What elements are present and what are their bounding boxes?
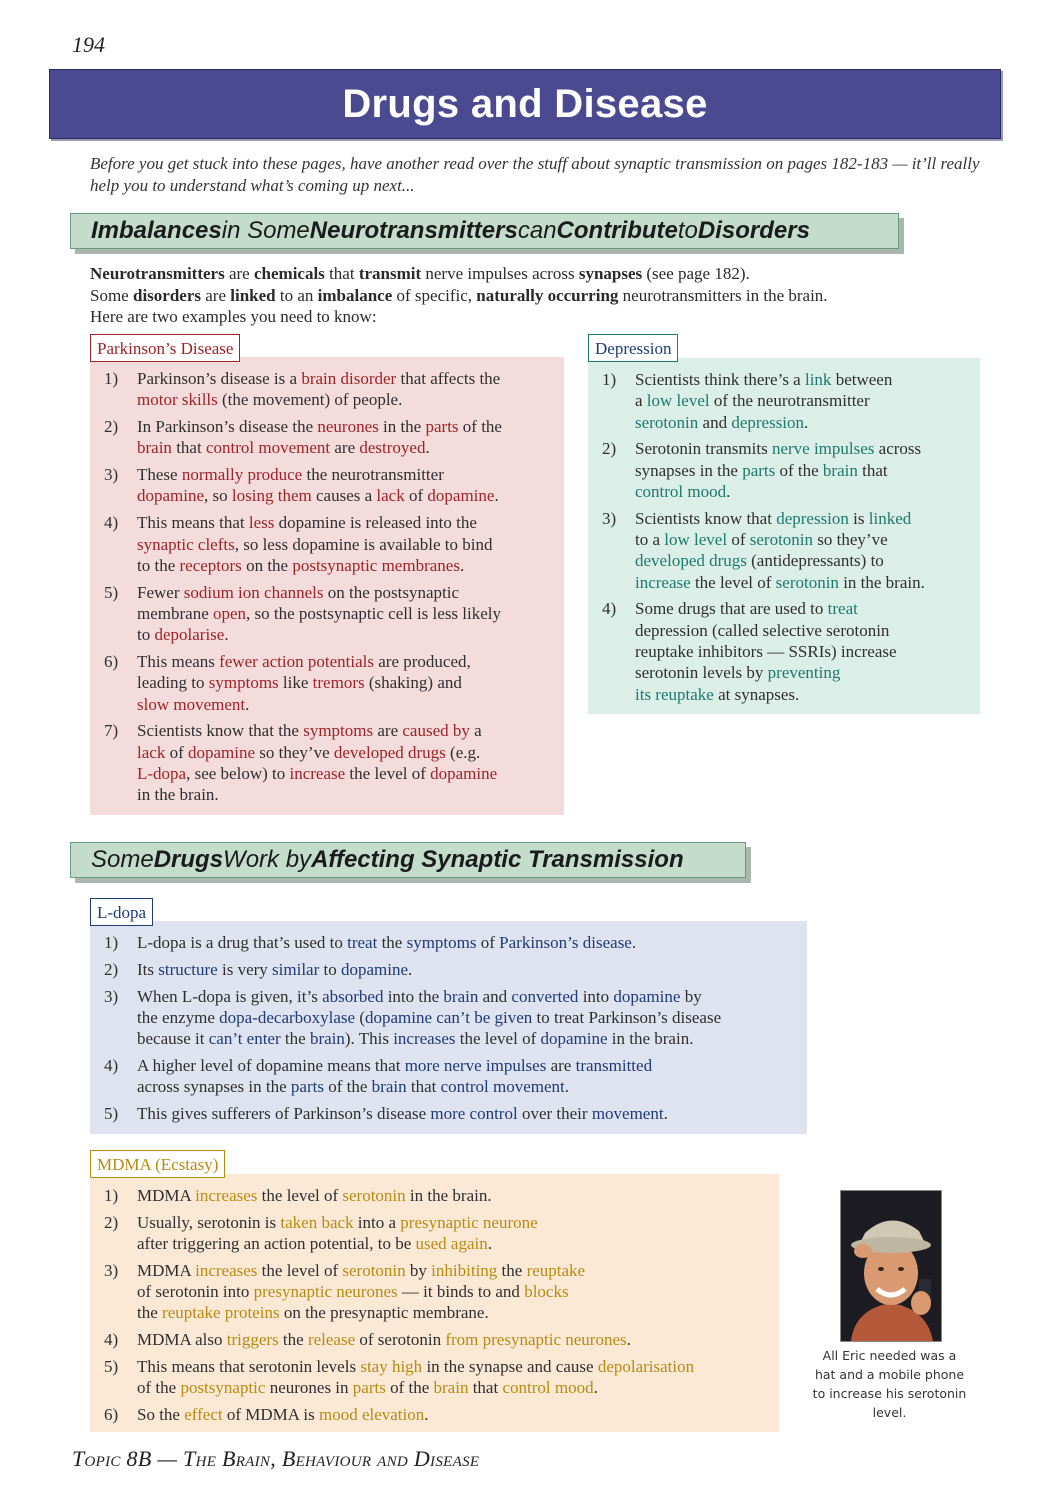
key-term: depression xyxy=(731,412,805,432)
item-text: Some drugs that are used to treat depression (called selective serotonin reuptake inhibitors — SSRIs) increase serotonin levels by preventing its reuptake at synapses. xyxy=(635,599,897,704)
key-term: control mood xyxy=(502,1378,594,1398)
key-term: taken back xyxy=(280,1212,354,1232)
key-term: link xyxy=(804,370,832,389)
key-term: Parkinson’s disease xyxy=(499,933,632,952)
item-text: Usually, serotonin is taken back into a presynaptic neurone after triggering an action potential, to be used again. xyxy=(137,1212,538,1254)
list-item xyxy=(90,651,564,715)
key-term: nerve impulses xyxy=(771,439,875,459)
key-term: Disorders xyxy=(697,217,810,244)
item-text: This means that serotonin levels stay high in the synapse and cause depolarisation of the postsynaptic neurones in parts of the brain that control mood. xyxy=(137,1357,695,1398)
item-text: This means fewer action potentials are produced, leading to symptoms like tremors (shaking) and slow movement. xyxy=(137,652,471,714)
depression-box xyxy=(588,358,980,714)
item-number: 1) xyxy=(104,1186,119,1205)
key-term: lack xyxy=(137,742,166,762)
title-banner xyxy=(49,69,1001,139)
key-term: depolarise xyxy=(154,625,225,645)
list-item xyxy=(90,1103,807,1124)
item-number: 4) xyxy=(602,599,617,619)
key-term: movement xyxy=(591,1104,664,1124)
key-term: brain xyxy=(371,1077,407,1097)
item-number: 2) xyxy=(602,439,617,459)
key-term: presynaptic neurones xyxy=(253,1282,398,1302)
parkinsons-label: Parkinson’s Disease xyxy=(90,334,240,362)
list-item xyxy=(90,1185,779,1206)
item-number: 5) xyxy=(104,582,119,602)
key-term: increases xyxy=(195,1260,258,1280)
key-term: similar xyxy=(272,959,320,979)
key-term: Imbalances xyxy=(91,217,222,244)
key-term: from presynaptic neurones xyxy=(445,1330,627,1350)
key-term: blocks xyxy=(524,1282,569,1302)
key-term: stay high xyxy=(360,1357,423,1377)
section-heading-drugs: Some Drugs Work by Affecting Synaptic Transmission xyxy=(70,842,746,878)
intro-text: Before you get stuck into these pages, have another read over the stuff about synaptic transmission on pages 182-183 — it’ll really help you to understand what’s coming up next... xyxy=(90,154,980,195)
page-title: Drugs and Disease xyxy=(342,81,708,126)
item-number: 5) xyxy=(104,1104,119,1124)
mdma-label: MDMA (Ecstasy) xyxy=(90,1150,225,1178)
key-term: parts xyxy=(742,460,776,480)
key-term: motor skills xyxy=(137,390,218,410)
key-term: normally produce xyxy=(181,465,303,485)
mdma-box xyxy=(90,1174,779,1432)
ldopa-box xyxy=(90,921,807,1134)
key-term: depression xyxy=(776,508,849,528)
mdma-list xyxy=(90,1185,779,1425)
list-item xyxy=(90,720,564,805)
key-term: developed drugs xyxy=(635,551,747,571)
key-term: receptors xyxy=(179,555,242,575)
key-term: reuptake xyxy=(526,1260,586,1280)
item-text: Scientists know that the symptoms are caused by a lack of dopamine so they’ve developed drugs (e.g. L-dopa, see below) to increase the level of dopamine in the brain. xyxy=(137,721,498,805)
page-footer: Topic 8B — The Brain, Behaviour and Disease xyxy=(72,1446,480,1471)
parkinsons-list xyxy=(90,368,564,806)
key-term: treat xyxy=(347,933,378,952)
key-term: more nerve impulses xyxy=(404,1055,547,1075)
list-item xyxy=(588,598,980,704)
item-number: 3) xyxy=(602,508,617,528)
key-term: synapses xyxy=(578,264,643,283)
key-term: dopamine xyxy=(340,959,409,979)
key-term: brain xyxy=(822,460,858,480)
key-term: dopa-decarboxylase xyxy=(219,1007,356,1027)
item-text: MDMA increases the level of serotonin by inhibiting the reuptake of serotonin into presynaptic neurones — it binds to and blocks the reuptake proteins on the presynaptic membrane. xyxy=(137,1260,586,1323)
key-term: can’t enter xyxy=(208,1029,281,1049)
item-text: MDMA increases the level of serotonin in the brain. xyxy=(137,1186,492,1205)
list-item xyxy=(90,1329,779,1350)
section-heading-imbalances: Imbalances in Some Neurotransmitters can Contribute to Disorders xyxy=(70,213,899,249)
item-text: Its structure is very similar to dopamine. xyxy=(137,959,413,979)
key-term: used again xyxy=(415,1234,488,1254)
key-term: treat xyxy=(827,599,858,619)
key-term: more control xyxy=(430,1104,518,1124)
key-term: fewer action potentials xyxy=(219,652,374,672)
key-term: its reuptake xyxy=(635,684,714,704)
parkinsons-box xyxy=(90,357,564,815)
item-text: This gives sufferers of Parkinson’s disease more control over their movement. xyxy=(137,1104,668,1124)
key-term: presynaptic neurone xyxy=(400,1212,538,1232)
item-text: These normally produce the neurotransmitter dopamine, so losing them causes a lack of dopamine. xyxy=(137,465,499,506)
key-term: control movement xyxy=(205,438,331,458)
item-number: 1) xyxy=(104,369,119,388)
photo-caption: All Eric needed was a hat and a mobile phone to increase his serotonin level. xyxy=(812,1348,967,1420)
item-number: 2) xyxy=(104,417,119,437)
list-item xyxy=(90,932,807,953)
key-term: serotonin xyxy=(749,530,814,550)
key-term: low level xyxy=(664,530,728,550)
key-term: effect xyxy=(184,1405,223,1425)
key-term: postsynaptic membranes xyxy=(292,555,460,575)
key-term: serotonin xyxy=(635,412,699,432)
list-item xyxy=(90,368,564,411)
list-item xyxy=(90,512,564,576)
key-term: brain xyxy=(309,1029,345,1049)
key-term: open xyxy=(213,603,247,623)
key-term: dopamine xyxy=(540,1029,608,1049)
list-item xyxy=(90,1055,807,1098)
key-term: brain xyxy=(443,986,479,1006)
list-item xyxy=(90,464,564,507)
key-term: sodium ion channels xyxy=(183,582,324,602)
item-number: 7) xyxy=(104,721,119,741)
page-number: 194 xyxy=(72,32,105,57)
item-number: 5) xyxy=(104,1357,119,1377)
list-item xyxy=(90,1212,779,1255)
key-term: reuptake proteins xyxy=(162,1303,280,1323)
item-number: 1) xyxy=(602,370,617,389)
key-term: symptoms xyxy=(208,673,279,693)
key-term: disorders xyxy=(132,285,201,305)
key-term: increase xyxy=(635,572,691,592)
key-term: transmitted xyxy=(575,1055,653,1075)
item-number: 3) xyxy=(104,1260,119,1280)
item-number: 6) xyxy=(104,1405,119,1425)
key-term: Contribute xyxy=(556,217,678,244)
item-number: 1) xyxy=(104,933,119,952)
key-term: neurones xyxy=(317,417,379,437)
key-term: naturally occurring xyxy=(476,285,619,305)
item-text: MDMA also triggers the release of serotonin from presynaptic neurones. xyxy=(137,1330,631,1350)
item-number: 4) xyxy=(104,1330,119,1350)
eric-illustration xyxy=(841,1191,941,1341)
list-item xyxy=(588,508,980,593)
key-term: tremors xyxy=(312,673,365,693)
ldopa-label: L-dopa xyxy=(90,898,153,926)
key-term: Affecting Synaptic Transmission xyxy=(311,846,684,873)
key-term: triggers xyxy=(226,1330,279,1350)
neurotransmitter-paragraph: Neurotransmitters are chemicals that transmit nerve impulses across synapses (see page 182). Some disorders are linked to an imbalance of specific, naturally occurring neurotransmitters in the brain. Here are two examples you need to know: xyxy=(90,264,828,326)
key-term: symptoms xyxy=(303,721,374,741)
item-text: So the effect of MDMA is mood elevation. xyxy=(137,1405,429,1425)
list-item xyxy=(588,438,980,502)
item-number: 2) xyxy=(104,1212,119,1232)
depression-list xyxy=(588,369,980,705)
key-term: serotonin xyxy=(342,1260,406,1280)
item-text: This means that less dopamine is released into the synaptic clefts, so less dopamine is available to bind to the receptors on the postsynaptic membranes. xyxy=(137,513,493,575)
item-text: A higher level of dopamine means that more nerve impulses are transmitted across synapses in the parts of the brain that control movement. xyxy=(137,1055,653,1097)
key-term: dopamine xyxy=(137,486,205,506)
key-term: lack xyxy=(376,486,405,506)
key-term: brain xyxy=(433,1378,469,1398)
key-term: destroyed xyxy=(359,438,426,458)
item-number: 2) xyxy=(104,959,119,979)
key-term: depolarisation xyxy=(597,1357,695,1377)
list-item xyxy=(90,959,807,980)
key-term: absorbed xyxy=(322,986,384,1006)
ldopa-list xyxy=(90,932,807,1124)
key-term: synaptic clefts xyxy=(137,534,235,554)
item-text: L-dopa is a drug that’s used to treat the symptoms of Parkinson’s disease. xyxy=(137,933,637,952)
key-term: linked xyxy=(868,508,912,528)
key-term: dopamine can’t be given xyxy=(365,1007,533,1027)
key-term: converted xyxy=(511,986,579,1006)
key-term: control mood xyxy=(635,481,727,501)
key-term: brain xyxy=(137,438,172,458)
key-term: less xyxy=(248,513,275,533)
list-item xyxy=(90,986,807,1050)
item-text: Parkinson’s disease is a brain disorder that affects the motor skills (the movement) of people. xyxy=(137,369,501,410)
key-term: postsynaptic xyxy=(180,1378,266,1398)
key-term: serotonin xyxy=(775,572,839,592)
key-term: parts xyxy=(352,1378,386,1398)
item-number: 6) xyxy=(104,652,119,672)
key-term: transmit xyxy=(358,264,422,283)
key-term: brain disorder xyxy=(301,369,397,388)
item-text: Fewer sodium ion channels on the postsynaptic membrane open, so the postsynaptic cell is less likely to depolarise. xyxy=(137,582,502,645)
list-item xyxy=(90,1404,779,1425)
key-term: increases xyxy=(195,1186,258,1205)
item-text: In Parkinson’s disease the neurones in the parts of the brain that control movement are destroyed. xyxy=(137,417,502,458)
key-term: structure xyxy=(158,959,218,979)
key-term: Drugs xyxy=(153,846,224,873)
depression-label: Depression xyxy=(588,334,678,362)
item-number: 3) xyxy=(104,465,119,485)
list-item xyxy=(90,416,564,459)
key-term: linked xyxy=(230,285,276,305)
key-term: dopamine xyxy=(430,764,498,784)
item-number: 4) xyxy=(104,513,119,533)
key-term: low level xyxy=(646,391,710,411)
key-term: release xyxy=(307,1330,356,1350)
key-term: symptoms xyxy=(406,933,477,952)
key-term: preventing xyxy=(767,663,841,683)
key-term: parts xyxy=(290,1077,324,1097)
list-item xyxy=(90,1356,779,1399)
key-term: Neurotransmitters xyxy=(309,217,518,244)
item-number: 3) xyxy=(104,986,119,1006)
item-text: Scientists know that depression is linked to a low level of serotonin so they’ve developed drugs (antidepressants) to increase the level of serotonin in the brain. xyxy=(635,508,925,592)
key-term: caused by xyxy=(402,721,470,741)
key-term: parts xyxy=(425,417,459,437)
key-term: dopamine xyxy=(613,986,681,1006)
key-term: imbalance xyxy=(317,285,393,305)
key-term: chemicals xyxy=(253,264,325,283)
key-term: dopamine xyxy=(427,486,495,506)
key-term: increases xyxy=(393,1029,456,1049)
item-number: 4) xyxy=(104,1055,119,1075)
key-term: control movement xyxy=(440,1077,565,1097)
key-term: slow movement xyxy=(137,694,246,714)
key-term: increase xyxy=(289,764,346,784)
key-term: L-dopa xyxy=(137,764,187,784)
list-item xyxy=(90,1260,779,1324)
key-term: developed drugs xyxy=(333,742,446,762)
list-item xyxy=(90,582,564,646)
key-term: losing them xyxy=(231,486,312,506)
list-item xyxy=(588,369,980,433)
item-text: Scientists think there’s a link between a low level of the neurotransmitter serotonin and depression. xyxy=(635,370,893,432)
key-term: inhibiting xyxy=(431,1260,498,1280)
key-term: Neurotransmitters xyxy=(90,264,225,283)
key-term: mood elevation xyxy=(318,1405,425,1425)
eric-photo xyxy=(840,1190,942,1342)
item-text: When L-dopa is given, it’s absorbed into the brain and converted into dopamine by the enzyme dopa-decarboxylase (dopamine can’t be given to treat Parkinson’s disease because it can’t enter the brain). This increases the level of dopamine in the brain. xyxy=(137,986,722,1049)
key-term: serotonin xyxy=(342,1186,406,1205)
key-term: dopamine xyxy=(188,742,256,762)
item-text: Serotonin transmits nerve impulses across synapses in the parts of the brain that control mood. xyxy=(635,439,922,501)
